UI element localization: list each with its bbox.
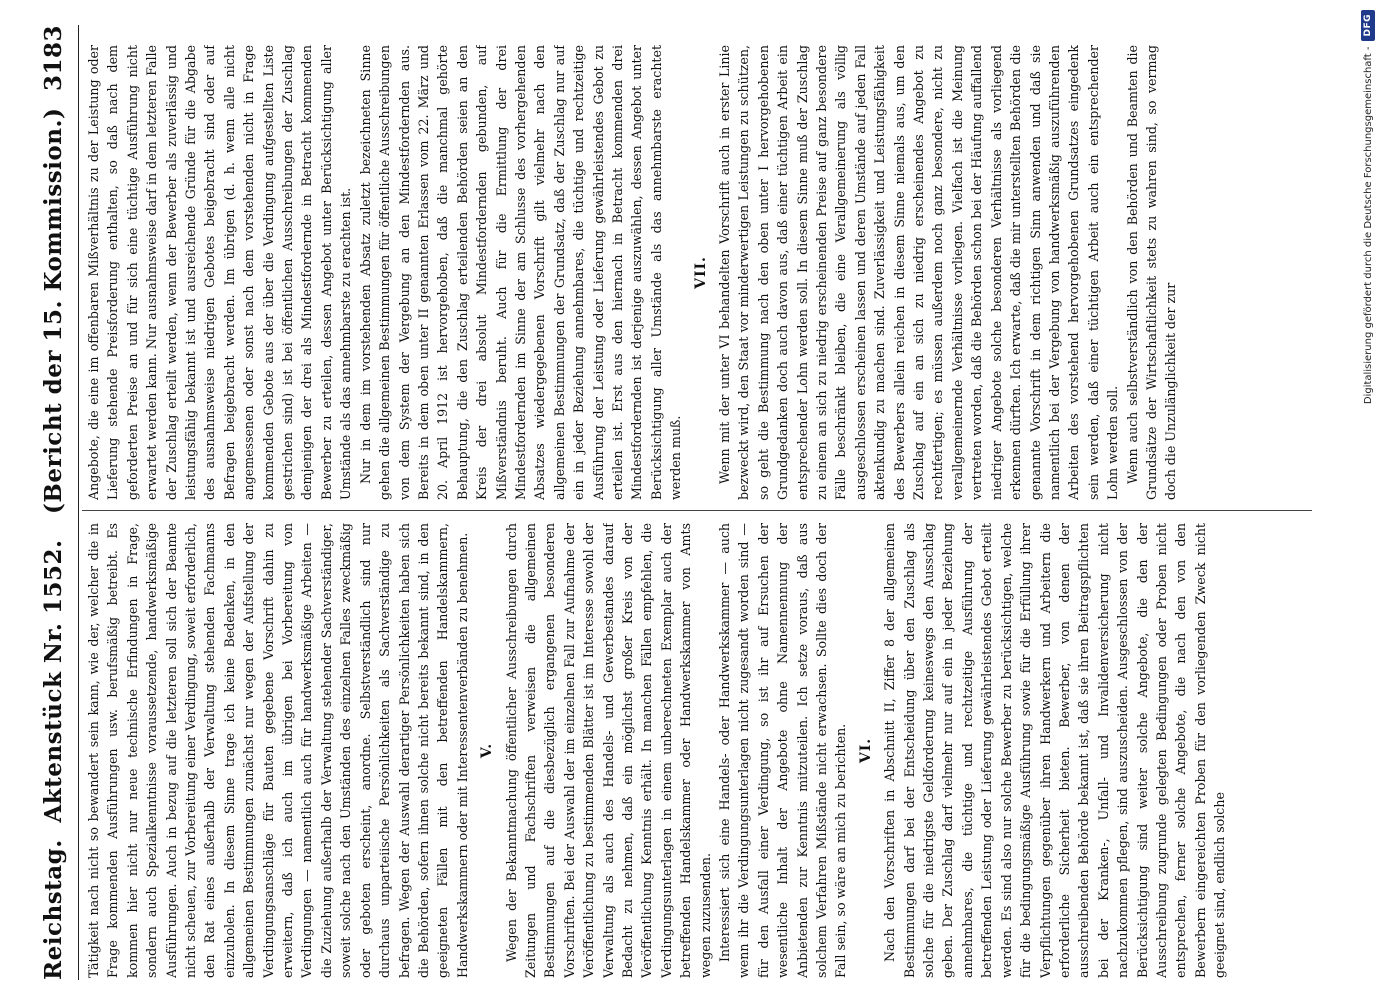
digitization-credit [1356,10,1380,570]
header-committee: (Bericht der 15. Kommission.) [40,107,67,514]
header-publication: Reichstag. [40,839,67,980]
paragraph: Wenn mit der unter VI behandelten Vorschrift auch in erster Linie bezweckt wird, den Staat vor minderwertigen Leistungen zu schützen, so geht die Bestimmung nach den oben unter I hervorgehobenen Grundgedanken doch auch davon aus, daß einer tüchtigen Arbeit ein entsprechender Lohn werden soll. In diesem Sinne muß der Zuschlag zu einem an sich zu niedrig erscheinenden Preise auf ganz besondere Fälle beschränkt bleiben, die eine Verallgemeinerung als völlig ausgeschlossen erscheinen lassen und deren Umstände auf jeden Fall aktenkundig zu machen sind. Zuverlässigkeit und Leistungsfähigkeit des Bewerbers allein reichen in diesem Sinne niemals aus, um den Zuschlag auf ein an sich zu niedrig erscheinendes Angebot zu rechtfertigen; es müssen außerdem noch ganz besondere, nicht zu verallgemeinernde Verhältnisse vorliegen. Vielfach ist die Meinung vertreten worden, daß die Behörden schon bei der Häufung auffallend niedriger Angebote solche besonderen Verhältnisse als vorliegend erkennen dürften. Ich erwarte, daß die mir unterstellten Behörden die genannte Vorschrift in dem richtigen Sinn anwenden und daß sie namentlich bei der Vergebung von handwerksmäßig auszuführenden Arbeiten des vorstehend hervorgehobenen Grundsatzes eingedenk sein werden, daß einer tüchtigen Arbeit auch ein entsprechender Lohn werden soll. [717,45,1121,500]
paragraph: Nur in dem im vorstehenden Absatz zuletzt bezeichneten Sinne gehen die allgemeinen Bestimmungen für öffentliche Ausschreibungen von dem System der Vergebung an den Mindestfordernden aus. Bereits in dem oben unter II genannten Erlassen vom 22. März und 20. April 1912 ist hervorgehoben, daß die manchmal gehörte Behauptung, die den Zuschlag erteilenden Behörden seien an den Kreis der drei absolut Mindestfordernden gebunden, auf Mißverständnis beruht. Auch für die Ermittlung der drei Mindestfordernden im Sinne der am Schlusse des vorhergehenden Absatzes wiedergegebenen Vorschrift gilt vielmehr nach den allgemeinen Bestimmungen der Grundsatz, daß der Zuschlag nur auf ein in jeder Beziehung annehmbares, die tüchtige und rechtzeitige Ausführung der Leistung oder Lieferung gewährleistendes Gebot zu erteilen ist. Erst aus den hiernach in Betracht kommenden drei Mindestfordernden ist derjenige auszuwählen, dessen Angebot unter Berücksichtigung aller Umstände als das annehmbarste erachtet werden muß. [357,45,684,500]
section-heading-vii: VII. [692,256,709,289]
paragraph: Wenn auch selbstverständlich von den Behörden und Beamten die Grundsätze der Wirtschaftlichkeit stets zu wahren sind, so vermag doch die Unzulänglichkeit der zur [1124,45,1179,500]
header-document-number: Aktenstück Nr. 1552. (Bericht der 15. Kommission.) [40,107,67,823]
right-column [84,45,1324,500]
paragraph: Wegen der Bekanntmachung öffentlicher Ausschreibungen durch Zeitungen und Fachschriften verweisen die allgemeinen Bestimmungen auf die diesbezüglich ergangenen besonderen Vorschriften. Bei der Auswahl der im einzelnen Fall zur Aufnahme der Veröffentlichung zu bestimmenden Blätter ist im Interesse sowohl der Verwaltung als auch des Handels- und Gewerbestandes darauf Bedacht zu nehmen, daß ein möglichst großer Kreis von der Veröffentlichung Kenntnis erhält. In manchen Fällen empfehlen, die Verdingungsunterlagen in einem unberechneten Exemplar auch der betreffenden Handelskammer oder Handwerkskammer von Amts wegen zuzusenden. [503,523,713,978]
dfg-logo: DFG [1361,10,1375,41]
section-heading-v: V. [479,742,496,759]
page-number: 3183 [40,25,67,92]
paragraph: Tätigkeit nach nicht so bewandert sein kann, wie der, welcher die in Frage kommenden Ausführungen usw. berufsmäßig betreibt. Es kommen hier nicht nur neue technische Erfindungen in Frage, sondern auch Spezialkenntnisse voraussetzende, handwerksmäßige Ausführungen. Auch in bezug auf die letzteren soll sich der Beamte nicht scheuen, zur Vorbereitung einer Verdingung, soweit erforderlich, den Rat eines außerhalb der Verwaltung stehenden Fachmanns einzuholen. In diesem Sinne trage ich keine Bedenken, in den allgemeinen Bestimmungen zunächst nur wegen der Aufstellung der Verdingungsanschläge für Bauten gegebene Vorschrift dahin zu erweitern, daß ich auch im übrigen bei Vorbereitung von Verdingungen — namentlich auch für handwerksmäßige Arbeiten — die Zuziehung außerhalb der Verwaltung stehender Sachverständiger, soweit solche nach den Umständen des einzelnen Falles zweckmäßig oder geboten erscheint, anordne. Selbstverständlich sind nur durchaus unparteiische Persönlichkeiten als Sachverständige zu befragen. Wegen der Auswahl derartiger Persönlichkeiten haben sich die Behörden, sofern ihnen solche nicht bereits bekannt sind, in den geeigneten Fällen mit den betreffenden Handelskammern, Handwerkskammern oder mit Interessentenverbänden zu benehmen. [86,523,470,978]
paragraph: Angebote, die eine im offenbaren Mißverhältnis zu der Leistung oder Lieferung stehende Preisforderung enthalten, so daß nach dem geforderten Preise an und für sich eine tüchtige Ausführung nicht erwartet werden kann. Nur ausnahmsweise darf in dem letzteren Falle der Zuschlag erteilt werden, wenn der Bewerber als zuverlässig und leistungsfähig bekannt ist und ausreichende Gründe für die Abgabe des ausnahmsweise niedrigen Gebotes beigebracht sind oder auf Befragen beigebracht werden. Im übrigen (d. h. wenn alle nicht angemessenen oder sonst nach dem vorstehenden nicht in Frage kommenden Gebote aus der über die Verdingung aufgestellten Liste gestrichen sind) ist bei öffentlichen Ausschreibungen der Zuschlag demjenigen der drei als Mindestfordernde in Betracht kommenden Bewerber zu erteilen, dessen Angebot unter Berücksichtigung aller Umstände als das annehmbarste zu erachten ist. [86,45,354,500]
section-heading-vi: VI. [857,737,874,764]
paragraph: Interessiert sich eine Handels- oder Handwerkskammer — auch wenn ihr die Verdingungsunterlagen nicht zugesandt worden sind — für den Ausfall einer Verdingung, so ist ihr auf Ersuchen der wesentliche Inhalt der Angebote ohne Namennennung der Anbietenden zur Kenntnis mitzuteilen. Ich setze voraus, daß aus solchem Verfahren Mißstände nicht erwachsen. Sollte dies doch der Fall sein, so wäre an mich zu berichten. [717,523,849,978]
column-divider [82,510,1312,511]
left-column [84,523,1324,978]
header-rule [78,25,79,980]
page-header [40,25,70,980]
credit-text: Digitalisierung gefördert durch die Deutsche Forschungsgemeinschaft - [1362,46,1374,405]
paragraph: Nach den Vorschriften in Abschnitt II, Ziffer 8 der allgemeinen Bestimmungen darf bei der Entscheidung über den Zuschlag als solche für die niedrigste Geldforderung keineswegs den Ausschlag geben. Der Zuschlag darf vielmehr nur auf ein in jeder Beziehung annehmbares, die tüchtige und rechtzeitige Ausführung der betreffenden Leistung oder Lieferung gewährleistendes Gebot erteilt werden. Es sind also nur solche Bewerber zu berücksichtigen, welche für die bedingungsmäßige Ausführung sowie für die Erfüllung ihrer Verpflichtungen gegenüber ihren Handwerkern und Arbeitern die erforderliche Sicherheit bieten. Bewerber, von denen der ausschreibenden Behörde bekannt ist, daß sie ihren Beitragspflichten bei der Kranken-, Unfall- und Invalidenversicherung nicht nachzukommen pflegen, sind auszuscheiden. Ausgeschlossen von der Berücksichtigung sind weiter solche Angebote, die den der Ausschreibung zugrunde gelegten Bedingungen oder Proben nicht entsprechen, ferner solche Angebote, die nach den von den Bewerbern eingereichten Proben für den vorliegenden Zweck nicht geeignet sind, endlich solche [882,523,1228,978]
